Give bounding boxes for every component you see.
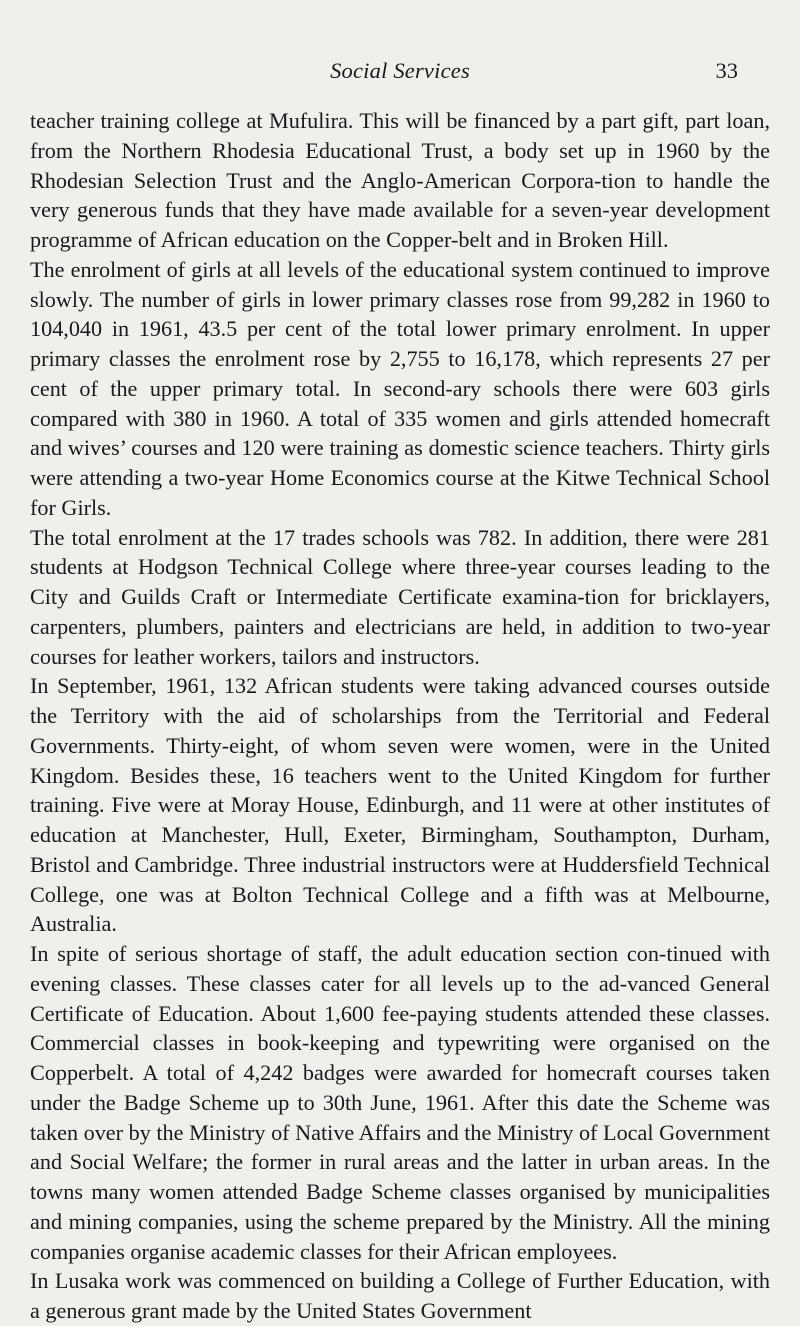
paragraph-scholarships: In September, 1961, 132 African students were taking advanced courses outside the Territory with the aid of scholarships from the Territorial and Federal Governments. Thirty-eight, of whom seven were women, were in the United Kingdom. Besides these, 16 teachers went to the United Kingdom for further training. Five were at Moray House, Edinburgh, and 11 were at other institutes of education at Manchester, Hull, Exeter, Birmingham, Southampton, Durham, Bristol and Cambridge. Three industrial instructors were at Huddersfield Technical College, one was at Bolton Technical College and a fifth was at Melbourne, Australia. — [30, 673, 770, 937]
paragraph-girls-enrolment: The enrolment of girls at all levels of the educational system continued to improve slowly. The number of girls in lower primary classes rose from 99,282 in 1960 to 104,040 in 1961, 43.5 per cent of the total lower primary enrolment. In upper primary classes the enrolment rose by 2,755 to 16,178, which represents 27 per cent of the upper primary total. In second-ary schools there were 603 girls compared with 380 in 1960. A total of 335 women and girls attended homecraft and wives’ courses and 120 were training as domestic science teachers. Thirty girls were attending a two-year Home Economics course at the Kitwe Technical School for Girls. — [30, 256, 770, 520]
paragraph-trades-schools: The total enrolment at the 17 trades schools was 782. In addition, there were 281 students at Hodgson Technical College where three-year courses leading to the City and Guilds Craft or Intermediate Certificate examina-tion for bricklayers, carpenters, plumbers, painters and electricians are held, in addition to two-year courses for leather workers, tailors and instructors. — [30, 524, 770, 669]
body-text — [30, 106, 770, 1326]
paragraph-adult-education: In spite of serious shortage of staff, the adult education section con-tinued with evening classes. These classes cater for all levels up to the ad-vanced General Certificate of Education. About 1,600 fee-paying students attended these classes. Commercial classes in book-keeping and typewriting were organised on the Copperbelt. A total of 4,242 badges were awarded for homecraft courses taken under the Badge Scheme up to 30th June, 1961. After this date the Scheme was taken over by the Ministry of Native Affairs and the Ministry of Local Government and Social Welfare; the former in rural areas and the latter in urban areas. In the towns many women attended Badge Scheme classes organised by municipalities and mining companies, using the scheme prepared by the Ministry. All the mining companies organise academic classes for their African employees. — [30, 941, 770, 1264]
paragraph-lusaka-college: In Lusaka work was commenced on building a College of Further Education, with a generous grant made by the United States Government — [30, 1268, 770, 1323]
section-title: Social Services — [330, 58, 470, 83]
paragraph-teacher-training: teacher training college at Mufulira. This will be financed by a part gift, part loan, from the Northern Rhodesia Educational Trust, a body set up in 1960 by the Rhodesian Selection Trust and the Anglo-American Corpora-tion to handle the very generous funds that they have made available for a seven-year development programme of African education on the Copper-belt and in Broken Hill. — [30, 108, 770, 252]
running-head — [0, 56, 800, 86]
page-number: 33 — [715, 58, 738, 83]
